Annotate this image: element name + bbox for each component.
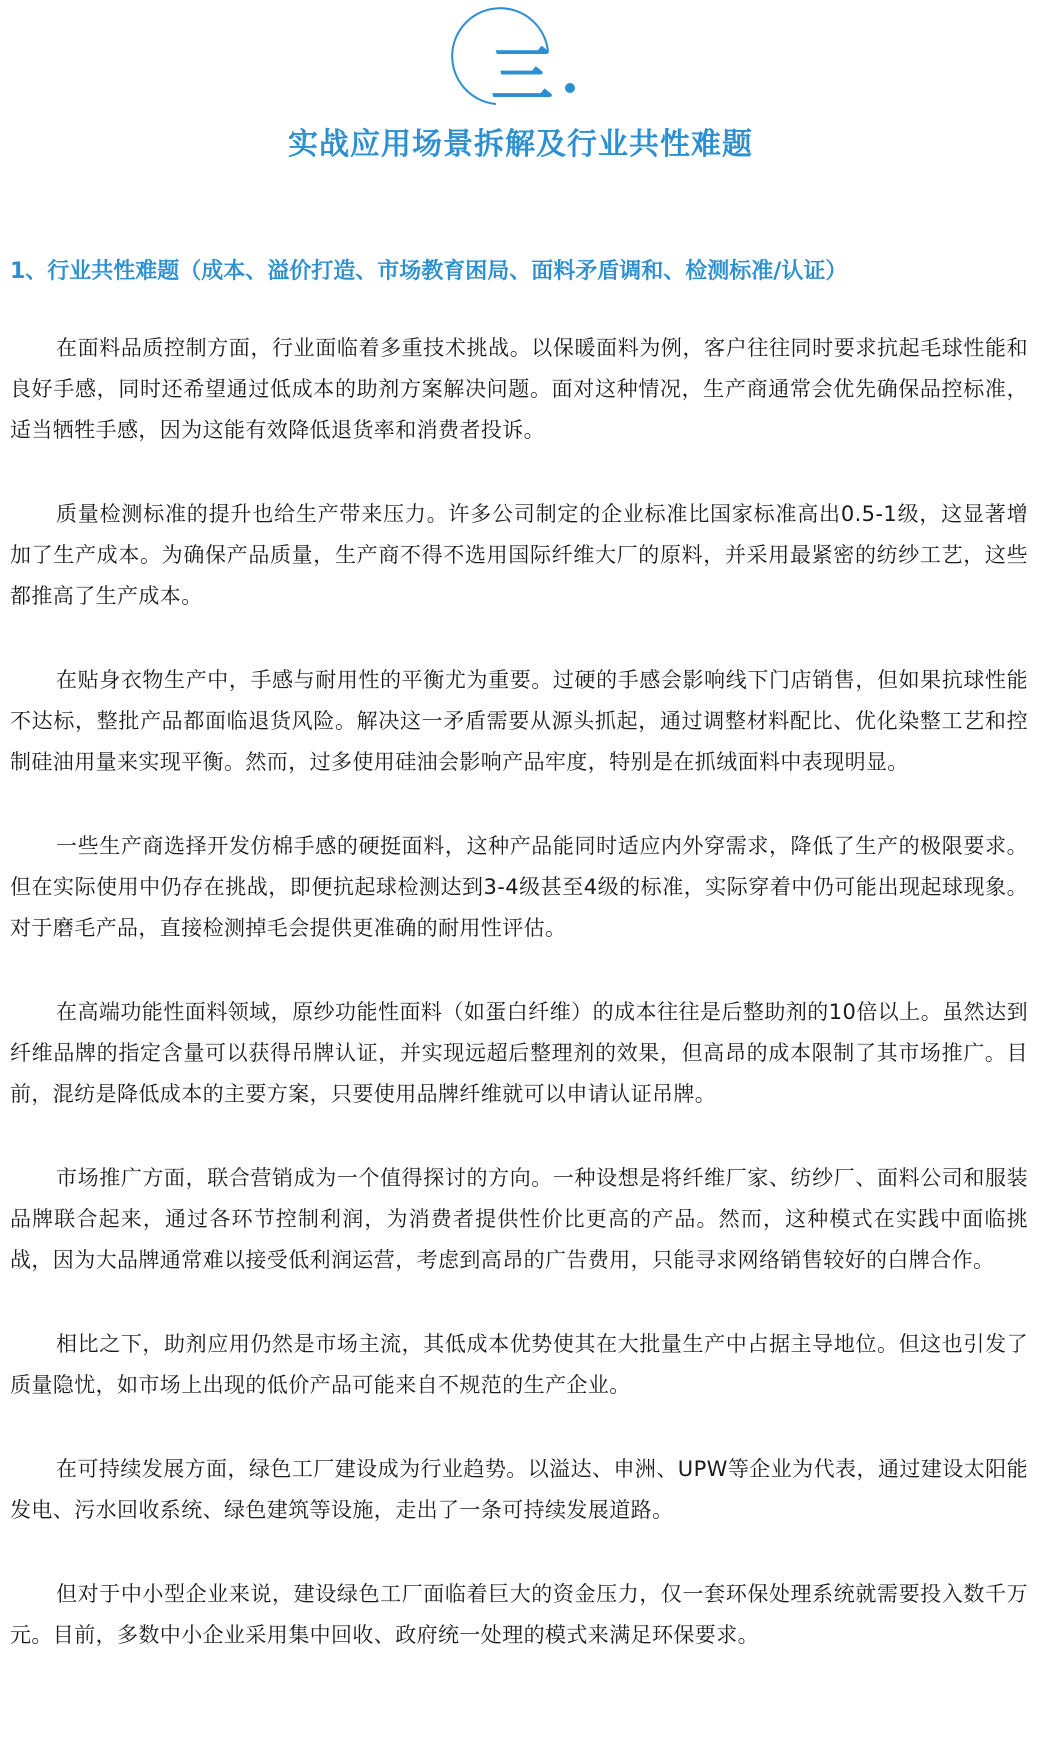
paragraph: 市场推广方面，联合营销成为一个值得探讨的方向。一种设想是将纤维厂家、纺纱厂、面料公司和服装品牌联合起来，通过各环节控制利润，为消费者提供性价比更高的产品。然而，这种模式在实践中面临挑战，因为大品牌通常难以接受低利润运营，考虑到高昂的广告费用，只能寻求网络销售较好的白牌合作。 bbox=[10, 1166, 1028, 1272]
paragraph: 在可持续发展方面，绿色工厂建设成为行业趋势。以溢达、申洲、UPW等企业为代表，通过建设太阳能发电、污水回收系统、绿色建筑等设施，走出了一条可持续发展道路。 bbox=[10, 1457, 1028, 1522]
paragraph: 质量检测标准的提升也给生产带来压力。许多公司制定的企业标准比国家标准高出0.5-1级，这显著增加了生产成本。为确保产品质量，生产商不得不选用国际纤维大厂的原料，并采用最紧密的纺纱工艺，这些都推高了生产成本。 bbox=[10, 502, 1028, 608]
subheading: 1、行业共性难题（成本、溢价打造、市场教育困局、面料矛盾调和、检测标准/认证） bbox=[10, 259, 848, 284]
paragraph: 在面料品质控制方面，行业面临着多重技术挑战。以保暖面料为例，客户往往同时要求抗起毛球性能和良好手感，同时还希望通过低成本的助剂方案解决问题。面对这种情况，生产商通常会优先确保品控标准，适当牺牲手感，因为这能有效降低退货率和消费者投诉。 bbox=[10, 336, 1028, 442]
article-body bbox=[10, 328, 1028, 1699]
section-numeral: 三 bbox=[490, 38, 554, 111]
paragraph: 在高端功能性面料领域，原纱功能性面料（如蛋白纤维）的成本往往是后整助剂的10倍以上。虽然达到纤维品牌的指定含量可以获得吊牌认证，并实现远超后整理剂的效果，但高昂的成本限制了其市场推广。目前，混纺是降低成本的主要方案，只要使用品牌纤维就可以申请认证吊牌。 bbox=[10, 1000, 1028, 1106]
section-title: 实战应用场景拆解及行业共性难题 bbox=[288, 127, 753, 162]
paragraph: 在贴身衣物生产中，手感与耐用性的平衡尤为重要。过硬的手感会影响线下门店销售，但如果抗球性能不达标，整批产品都面临退货风险。解决这一矛盾需要从源头抓起，通过调整材料配比、优化染整工艺和控制硅油用量来实现平衡。然而，过多使用硅油会影响产品牢度，特别是在抓绒面料中表现明显。 bbox=[10, 668, 1028, 774]
section-badge bbox=[0, 0, 1041, 120]
section-header bbox=[0, 0, 1041, 190]
paragraph: 一些生产商选择开发仿棉手感的硬挺面料，这种产品能同时适应内外穿需求，降低了生产的极限要求。但在实际使用中仍存在挑战，即便抗起球检测达到3-4级甚至4级的标准，实际穿着中仍可能出现起球现象。对于磨毛产品，直接检测掉毛会提供更准确的耐用性评估。 bbox=[10, 834, 1028, 940]
paragraph: 但对于中小型企业来说，建设绿色工厂面临着巨大的资金压力，仅一套环保处理系统就需要投入数千万元。目前，多数中小企业采用集中回收、政府统一处理的模式来满足环保要求。 bbox=[10, 1582, 1028, 1647]
section-dot bbox=[565, 83, 575, 93]
paragraph: 相比之下，助剂应用仍然是市场主流，其低成本优势使其在大批量生产中占据主导地位。但这也引发了质量隐忧，如市场上出现的低价产品可能来自不规范的生产企业。 bbox=[10, 1332, 1028, 1397]
